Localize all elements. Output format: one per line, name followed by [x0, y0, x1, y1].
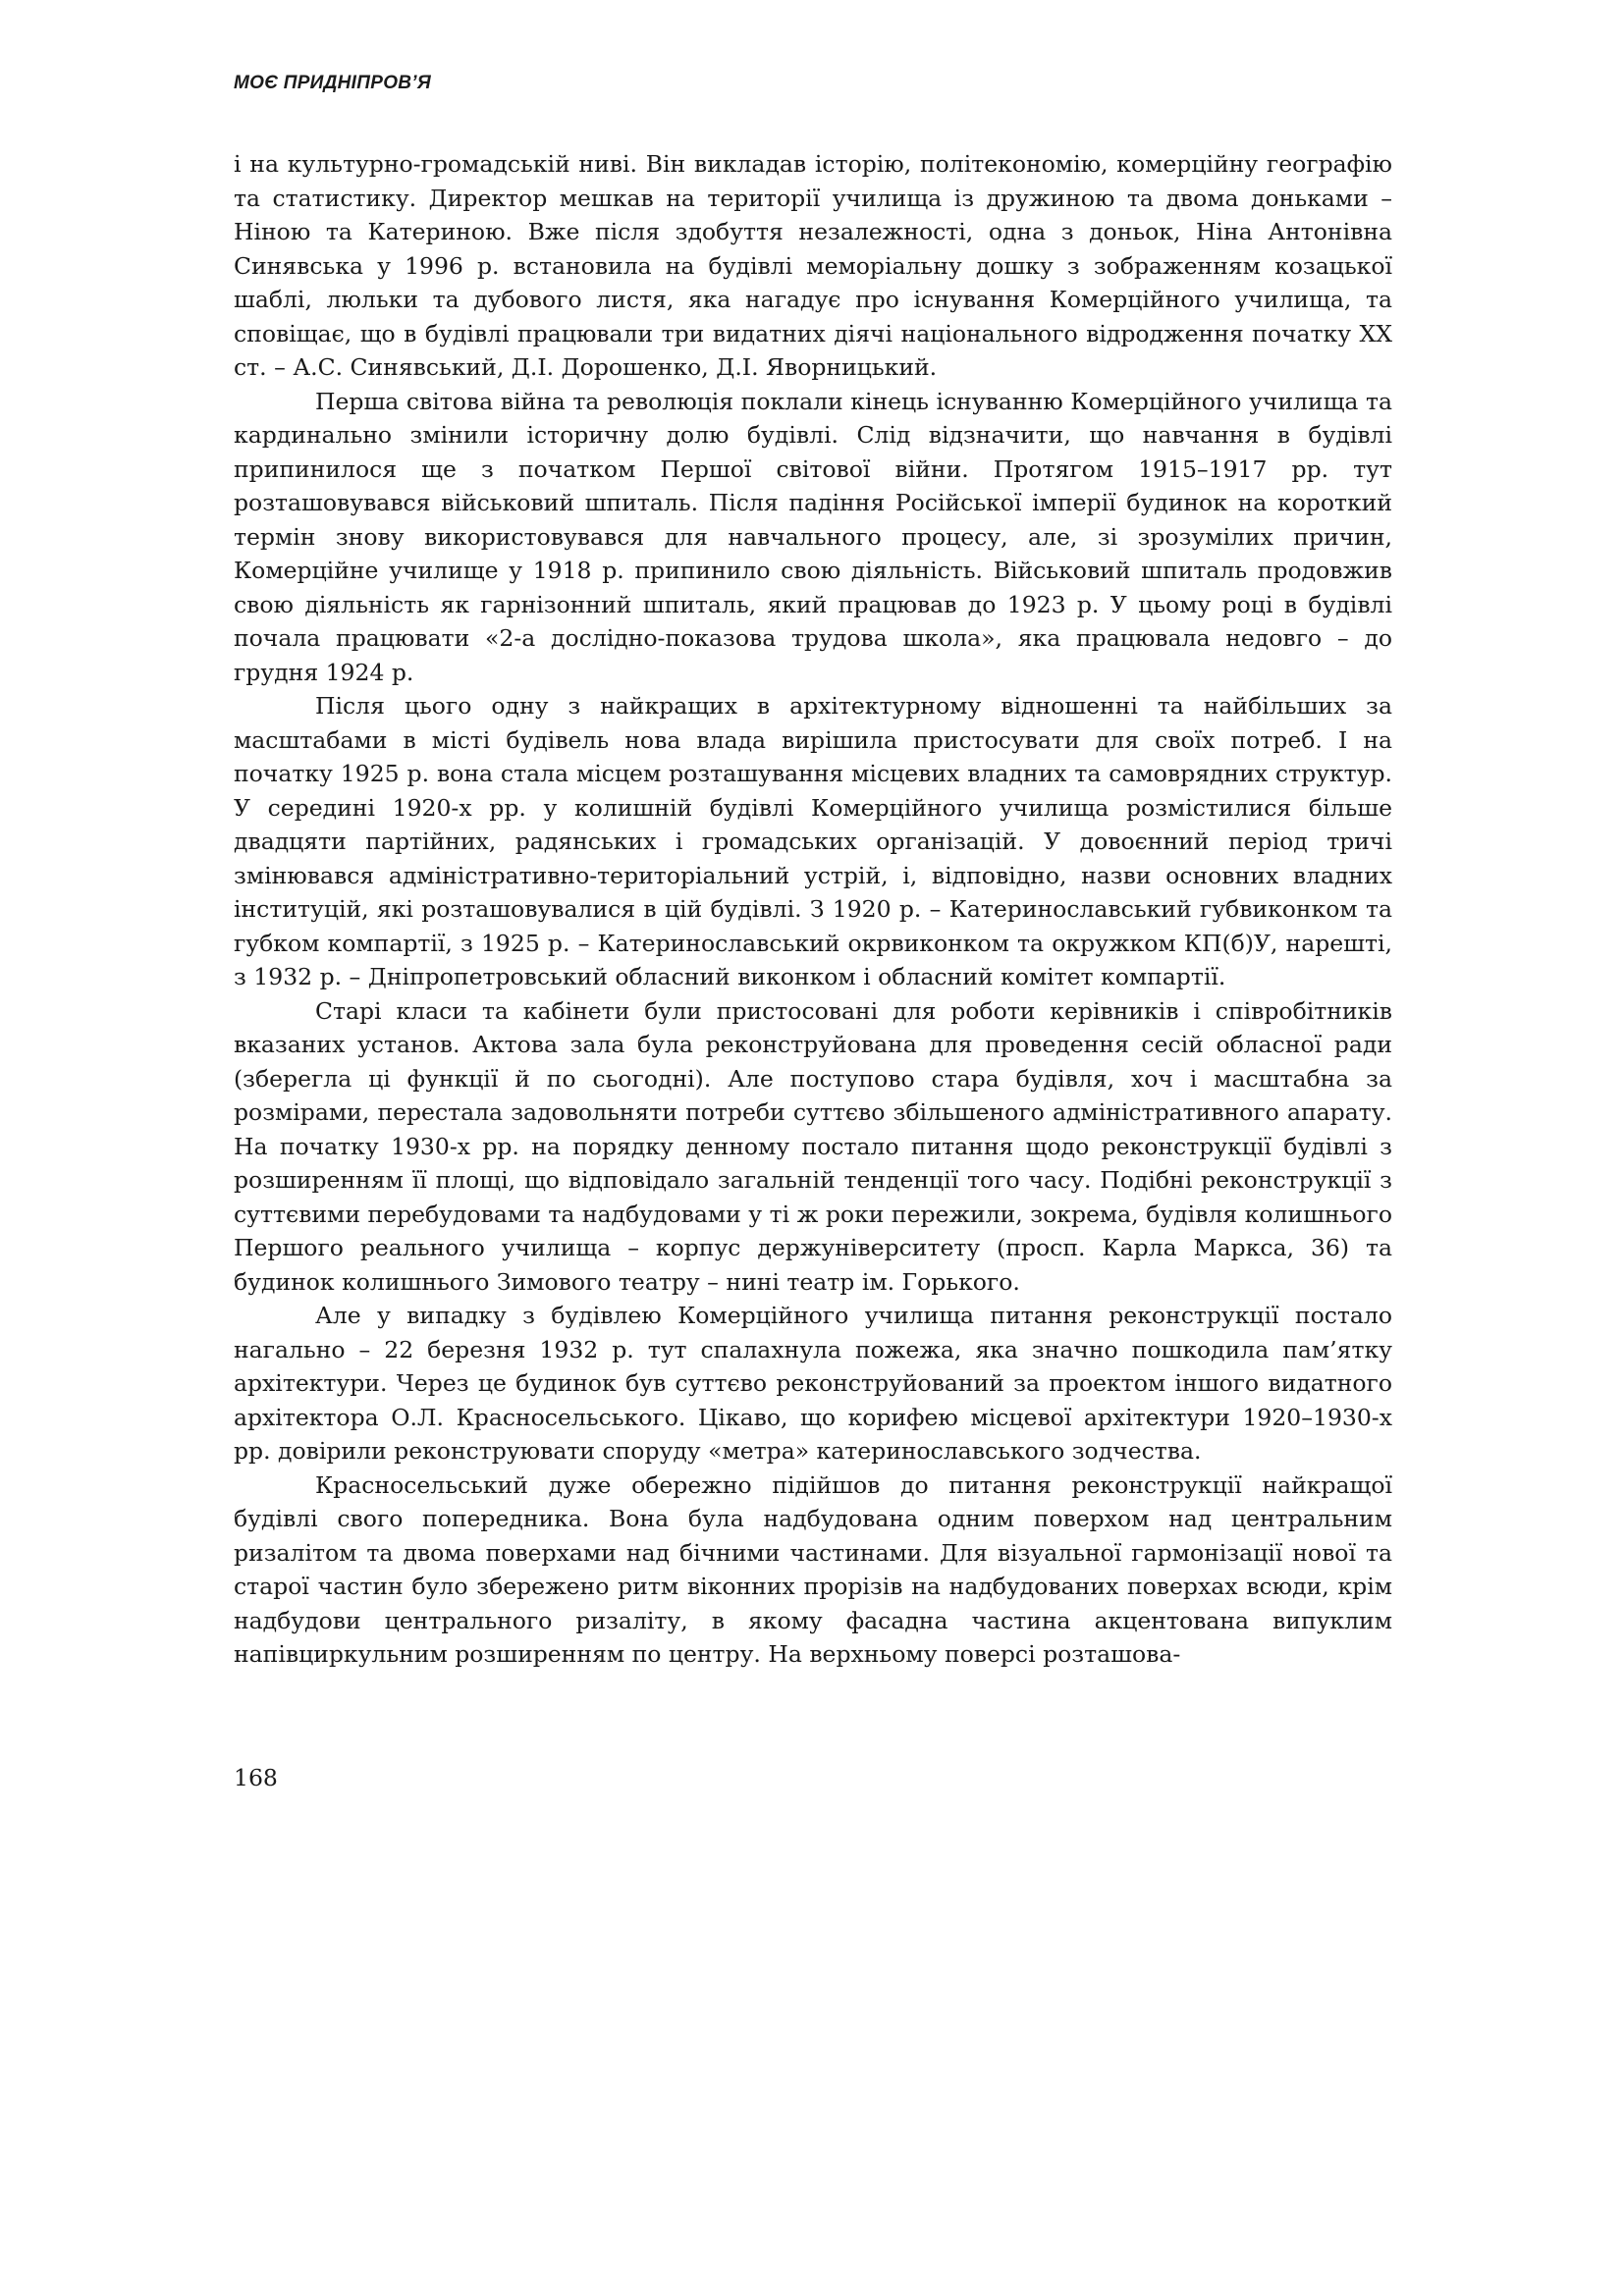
paragraph: Перша світова війна та революція поклали кінець існуванню Комерційного училища та кардинально змінили історичну долю будівлі. Слід відзначити, що навчання в будівлі припинилося ще з початком Першої світової війни. Протягом 1915–1917 рр. тут розташовувався військовий шпиталь. Після падіння Російської імперії будинок на короткий термін знову використовувався для навчального процесу, але, зі зрозумілих причин, Комерційне училище у 1918 р. припинило свою діяльність. Військовий шпиталь продовжив свою діяльність як гарнізонний шпиталь, який працював до 1923 р. У цьому році в будівлі почала працювати «2-а дослідно-показова трудова школа», яка працювала недовго – до грудня 1924 р. — [234, 387, 1392, 686]
paragraph: Старі класи та кабінети були пристосовані для роботи керівників і співробітників вказаних установ. Актова зала була реконструйована для проведення сесій обласної ради (зберегла ці функції й по сьогодні). Але поступово стара будівля, хоч і масштабна за розмірами, перестала задовольняти потреби суттєво збільшеного адміністративного апарату. На початку 1930-х рр. на порядку денному постало питання щодо реконструкції будівлі з розширенням її площі, що відповідало загальній тенденції того часу. Подібні реконструкції з суттєвими перебудовами та надбудовами у ті ж роки пережили, зокрема, будівля колишнього Першого реального училища – корпус держуніверситету (просп. Карла Маркса, 36) та будинок колишнього Зимового театру – нині театр ім. Горького. — [234, 996, 1392, 1296]
running-head-title: МОЄ ПРИДНІПРОВ’Я — [234, 73, 432, 93]
paragraph: Красносельський дуже обережно підійшов до питання реконструкції найкращої будівлі свого попередника. Вона була надбудована одним поверхом над центральним ризалітом та двома поверхами над бічними частинами. Для візуальної гармонізації нової та старої частин було збережено ритм віконних прорізів на надбудованих поверхах всюди, крім надбудови центрального ризаліту, в якому фасадна частина акцентована випуклим напівциркульним розширенням по центру. На верхньому поверсі розташова- — [234, 1470, 1392, 1668]
paragraph-continued: і на культурно-громадській ниві. Він викладав історію, політекономію, комерційну географію та статистику. Директор мешкав на території училища із дружиною та двома доньками – Ніною та Катериною. Вже після здобуття незалежності, одна з доньок, Ніна Антонівна Синявська у 1996 р. встановила на будівлі меморіальну дошку з зображенням козацької шаблі, люльки та дубового листя, яка нагадує про існування Комерційного училища, та сповіщає, що в будівлі працювали три видатних діячі національного відродження початку XX ст. – А.С. Синявський, Д.І. Дорошенко, Д.І. Яворницький. — [234, 150, 1392, 381]
page-number: 168 — [234, 1764, 278, 1791]
paragraph: Після цього одну з найкращих в архітектурному відношенні та найбільших за масштабами в місті будівель нова влада вирішила пристосувати для своїх потреб. І на початку 1925 р. вона стала місцем розташування місцевих владних та самоврядних структур. У середині 1920-х рр. у колишній будівлі Комерційного училища розмістилися більше двадцяти партійних, радянських і громадських організацій. У довоєнний період тричі змінювався адміністративно-територіальний устрій, і, відповідно, назви основних владних інституцій, які розташовувалися в цій будівлі. З 1920 р. – Катеринославський губвиконком та губком компартії, з 1925 р. – Катеринославський окрвиконком та окружком КП(б)У, нарешті, з 1932 р. – Дніпропетровський обласний виконком і обласний комітет компартії. — [234, 692, 1392, 990]
paragraph: Але у випадку з будівлею Комерційного училища питання реконструкції постало нагально – 22 березня 1932 р. тут спалахнула пожежа, яка значно пошкодила пам’ятку архітектури. Через це будинок був суттєво реконструйований за проектом іншого видатного архітектора О.Л. Красносельського. Цікаво, що корифею місцевої архітектури 1920–1930-х рр. довірили реконструювати споруду «метра» катеринославського зодчества. — [234, 1302, 1392, 1465]
article-body — [234, 147, 1392, 1672]
